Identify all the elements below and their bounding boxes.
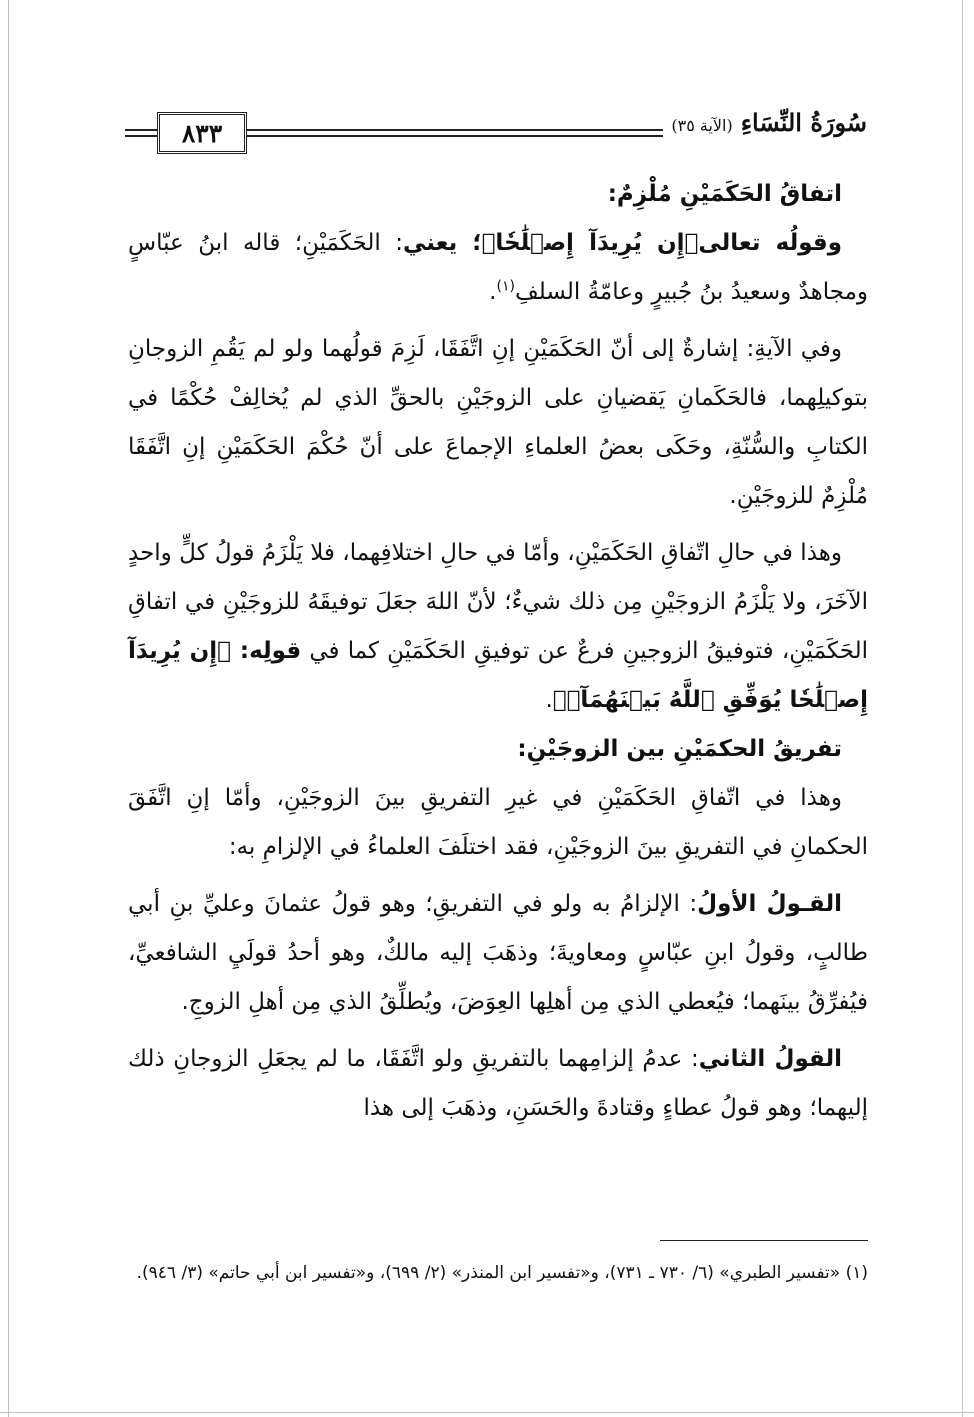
paragraph-text: : الإلزامُ به ولو في التفريقِ؛ وهو قولُ عثمانَ وعليِّ بنِ أبي طالبٍ، وقولُ ابنِ عبّاسٍ ومعاويةَ؛ وذهَبَ إليه مالكٌ، وهو أحدُ قولَيِ الشافعيِّ، فيُفرِّقُ بينَهما؛ فيُعطي الذي مِن أهلِها العِوَضَ، ويُطلِّقُ الذي مِن أهلِ الزوجِ. xyxy=(128,891,868,1015)
lead-phrase: ؛ يعني xyxy=(402,230,482,256)
page-header xyxy=(125,108,867,160)
paragraph-end: . xyxy=(545,687,553,713)
running-head xyxy=(663,108,867,137)
paragraph: وهذا في اتّفاقِ الحَكَمَيْنِ في غيرِ التفريقِ بينَ الزوجَيْنِ، وأمّا إنِ اتَّفَقَ الحكمانِ في التفريقِ بينَ الزوجَيْنِ، فقد اختلَفَ العلماءُ في الإلزامِ به: xyxy=(128,785,868,860)
paragraph xyxy=(128,880,868,1027)
surah-title: سُورَةُ النِّسَاءِ xyxy=(740,108,867,137)
footnote-marker: (١) xyxy=(496,278,515,295)
opinion-label: القـولُ الأولُ xyxy=(697,891,842,917)
footnote-separator xyxy=(660,1240,868,1241)
opinion-label: القولُ الثاني xyxy=(698,1046,842,1072)
paragraph-end: . xyxy=(489,279,497,305)
scan-edge-right xyxy=(962,0,963,1417)
ayah-reference: (الآية ٣٥) xyxy=(671,116,733,135)
header-rule xyxy=(125,129,157,131)
page-number-box xyxy=(157,112,247,154)
lead-phrase: وقولُه تعالى xyxy=(698,230,843,256)
paragraph-text: : عدمُ إلزامِهما بالتفريقِ ولو اتَّفَقَا، ما لم يجعَلِ الزوجانِ ذلك إليهما؛ وهو قولُ عطاءٍ وقتادةَ والحَسَنِ، وذهَبَ إلى هذا xyxy=(128,1046,868,1121)
quran-verse: ﴿إِن يُرِيدَآ إِصۡلَٰحٗا﴾ xyxy=(481,230,699,256)
page-number: ٨٣٣ xyxy=(181,118,223,148)
footnote: (١) «تفسير الطبري» (٦/ ٧٣٠ ـ ٧٣١)، و«تفسير ابن المنذر» (٢/ ٦٩٩)، و«تفسير ابن أبي حاتم» (٣/ ٩٤٦). xyxy=(136,1263,868,1283)
paragraph: وفي الآيةِ: إشارةٌ إلى أنّ الحَكَمَيْنِ إنِ اتَّفَقَا، لَزِمَ قولُهما ولو لم يَقُمِ الزوجانِ بتوكيلِهما، فالحَكَمانِ يَقضيانِ على الزوجَيْنِ بالحقِّ الذي لم يُخالِفْ حُكْمًا في الكتابِ والسُّنّةِ، وحَكَى بعضُ العلماءِ الإجماعَ على أنّ حُكْمَ الحَكَمَيْنِ إنِ اتَّفَقَا مُلْزِمٌ للزوجَيْنِ. xyxy=(128,336,868,509)
paragraph xyxy=(128,219,868,317)
paragraph-text: : الحَكَمَيْنِ؛ قاله ابنُ عبّاسٍ ومجاهدٌ وسعيدُ بنُ جُبيرٍ وعامّةُ السلفِ xyxy=(128,230,868,305)
main-text xyxy=(128,170,868,1133)
paragraph-text: وهذا في حالِ اتّفاقِ الحَكَمَيْنِ، وأمّا في حالِ اختلافِهما، فلا يَلْزَمُ قولُ كلٍّ واحدٍ الآخَرَ، ولا يَلْزَمُ الزوجَيْنِ مِن ذلك شيءٌ؛ لأنّ اللهَ جعَلَ توفيقَهُ للزوجَيْنِ في اتفاقِ الحَكَمَيْنِ، فتوفيقُ الزوجينِ فرعٌ عن توفيقِ الحَكَمَيْنِ كما في xyxy=(128,540,868,664)
section-heading: تفريقُ الحكمَيْنِ بين الزوجَيْنِ: xyxy=(517,736,842,762)
lead-phrase: قولِه xyxy=(249,638,302,664)
header-rule xyxy=(125,135,157,137)
section-heading: اتفاقُ الحَكَمَيْنِ مُلْزِمٌ: xyxy=(607,181,842,207)
quran-verse: : ﴿إِن يُرِيدَآ إِصۡلَٰحٗا يُوَفِّقِ ٱللَّهُ بَيۡنَهُمَآۗ﴾ xyxy=(128,638,868,713)
scan-edge-left xyxy=(8,0,9,1417)
paragraph xyxy=(128,529,868,725)
scan-edge-bottom xyxy=(0,1412,974,1413)
paragraph xyxy=(128,1035,868,1133)
